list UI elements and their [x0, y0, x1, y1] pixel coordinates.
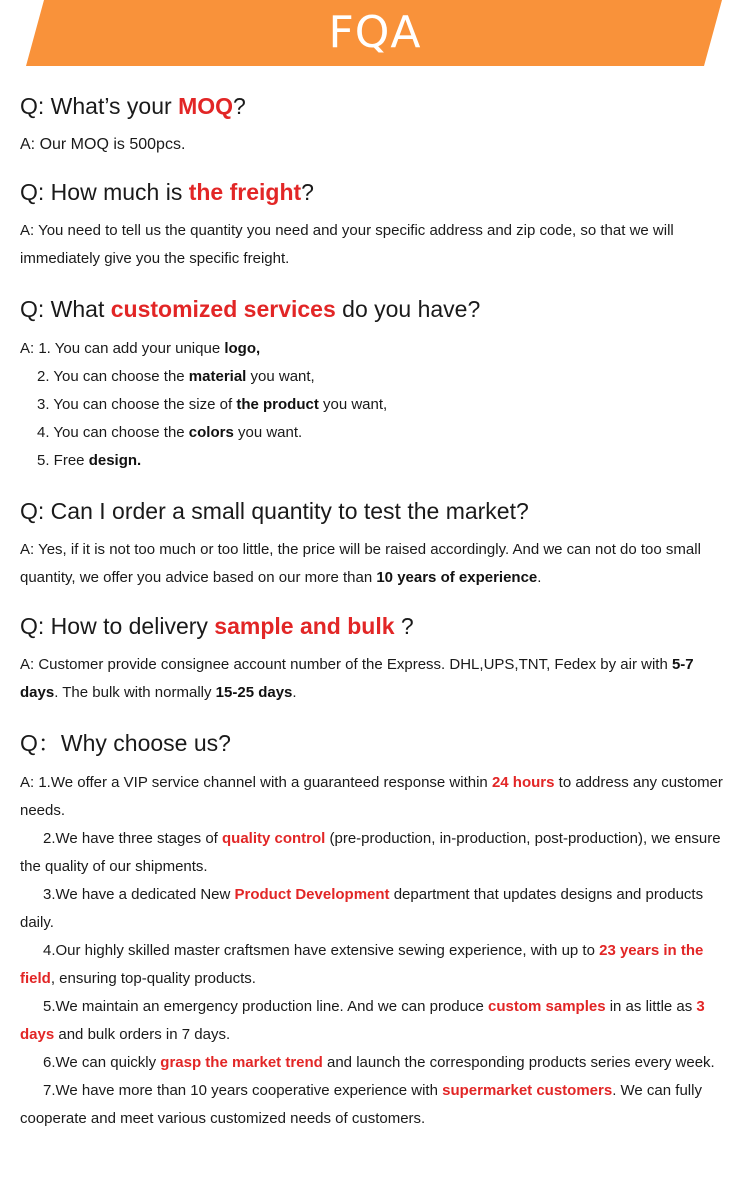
banner-title: FQA [328, 7, 422, 58]
question-freight [20, 178, 314, 206]
question-text: ? [301, 179, 314, 205]
fqa-banner [0, 0, 750, 66]
list-item: 7.We have more than 10 years cooperative experience with supermarket customers. We can fully cooperate and meet various customized needs of customers. [20, 1082, 702, 1127]
list-item: 3.We have a dedicated New Product Development department that updates designs and products daily. [20, 886, 704, 931]
answer-small-quantity: A: Yes, if it is not too much or too little, the price will be raised accordingly. And we can not do too small quantity, we offer you advice based on our more than 10 years of experience. [20, 541, 701, 586]
question-text: Q: What’s your [20, 93, 179, 119]
question-text: Q: How to delivery [20, 613, 215, 639]
question-highlight: the freight [188, 179, 302, 205]
answer-freight: A: You need to tell us the quantity you need and your specific address and zip code, so that we will immediately give you the specific freight. [20, 222, 674, 267]
list-item: 2. You can choose the material you want, [37, 368, 315, 385]
list-item: 5. Free design. [37, 452, 142, 469]
question-highlight: MOQ [178, 93, 234, 119]
list-item: 4. You can choose the colors you want. [37, 424, 303, 441]
list-item: A: 1. You can add your unique logo, [20, 340, 261, 357]
answer-delivery: A: Customer provide consignee account number of the Express. DHL,UPS,TNT, Fedex by air with 5-7 days. The bulk with normally 15-25 days. [20, 656, 694, 701]
question-text: Q: How much is [20, 179, 189, 205]
question-custom-services [20, 295, 480, 323]
list-item: 6.We can quickly grasp the market trend and launch the corresponding products series every week. [43, 1054, 715, 1071]
question-small-quantity: Q: Can I order a small quantity to test the market? [20, 498, 529, 524]
question-why-choose-us: Q：Why choose us? [20, 730, 231, 756]
question-text: Q: What [20, 296, 111, 322]
answer-moq: A: Our MOQ is 500pcs. [20, 136, 186, 153]
question-text: ? [233, 93, 246, 119]
question-moq [20, 92, 246, 120]
question-highlight: customized services [110, 296, 336, 322]
question-delivery [20, 612, 414, 640]
list-item: 5.We maintain an emergency production line. And we can produce custom samples in as little as 3 days and bulk orders in 7 days. [20, 998, 705, 1043]
question-text: do you have? [335, 296, 481, 322]
list-item: A: 1.We offer a VIP service channel with a guaranteed response within 24 hours to address any customer needs. [20, 774, 723, 819]
answer-custom-services [20, 335, 732, 475]
list-item: 4.Our highly skilled master craftsmen have extensive sewing experience, with up to 23 years in the field, ensuring top-quality products. [20, 942, 704, 987]
question-text: ? [394, 613, 414, 639]
list-item: 2.We have three stages of quality control (pre-production, in-production, post-production), we ensure the quality of our shipments. [20, 830, 721, 875]
answer-why-choose-us [20, 769, 732, 1133]
question-highlight: sample and bulk [214, 613, 395, 639]
list-item: 3. You can choose the size of the product you want, [37, 396, 388, 413]
